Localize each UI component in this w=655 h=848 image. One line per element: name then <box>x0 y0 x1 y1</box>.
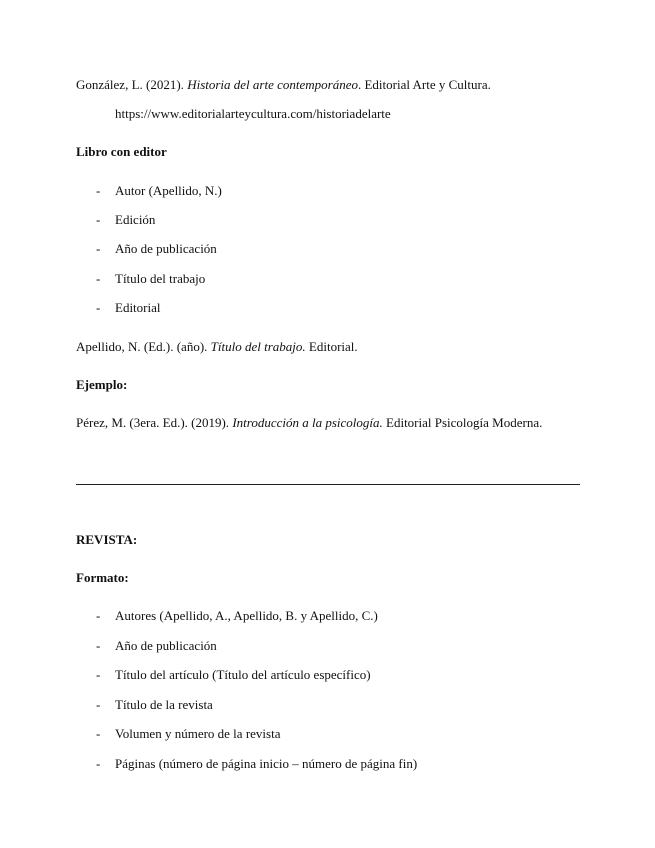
horizontal-divider <box>76 484 580 485</box>
reference-publisher: . Editorial Arte y Cultura. <box>357 77 491 92</box>
list-item: Editorial <box>115 300 161 315</box>
example-reference <box>76 415 542 431</box>
list-bullet: - <box>96 183 101 198</box>
list-bullet: - <box>96 756 101 771</box>
list-item: Autores (Apellido, A., Apellido, B. y Apellido, C.) <box>115 608 378 623</box>
list-item: Autor (Apellido, N.) <box>115 183 222 198</box>
list-bullet: - <box>96 726 101 741</box>
list-item: Páginas (número de página inicio – número de página fin) <box>115 756 418 771</box>
example-title: Introducción a la psicología. <box>232 415 383 430</box>
section-heading-book-editor: Libro con editor <box>76 144 167 159</box>
list-item: Edición <box>115 212 156 227</box>
format-title: Título del trabajo. <box>210 339 306 354</box>
format-heading: Formato: <box>76 570 129 585</box>
reference-title: Historia del arte contemporáneo <box>187 77 358 92</box>
example-publisher: Editorial Psicología Moderna. <box>382 415 543 430</box>
example-heading: Ejemplo: <box>76 377 128 392</box>
reference-url: https://www.editorialarteycultura.com/historiadelarte <box>115 106 391 121</box>
list-bullet: - <box>96 271 101 286</box>
list-item: Año de publicación <box>115 241 217 256</box>
format-authors: Apellido, N. (Ed.). (año). <box>76 339 211 354</box>
format-publisher: Editorial. <box>305 339 358 354</box>
list-item: Título del trabajo <box>115 271 206 286</box>
example-authors: Pérez, M. (3era. Ed.). (2019). <box>76 415 233 430</box>
section-heading-journal: REVISTA: <box>76 532 138 547</box>
reference-authors: González, L. (2021). <box>76 77 188 92</box>
list-bullet: - <box>96 300 101 315</box>
list-bullet: - <box>96 638 101 653</box>
book-editor-format <box>76 339 358 355</box>
list-item: Título del artículo (Título del artículo específico) <box>115 667 371 682</box>
list-item: Título de la revista <box>115 697 213 712</box>
list-bullet: - <box>96 241 101 256</box>
list-item: Volumen y número de la revista <box>115 726 281 741</box>
list-bullet: - <box>96 212 101 227</box>
list-bullet: - <box>96 697 101 712</box>
list-item: Año de publicación <box>115 638 217 653</box>
list-bullet: - <box>96 608 101 623</box>
reference-gonzalez <box>76 77 491 93</box>
list-bullet: - <box>96 667 101 682</box>
